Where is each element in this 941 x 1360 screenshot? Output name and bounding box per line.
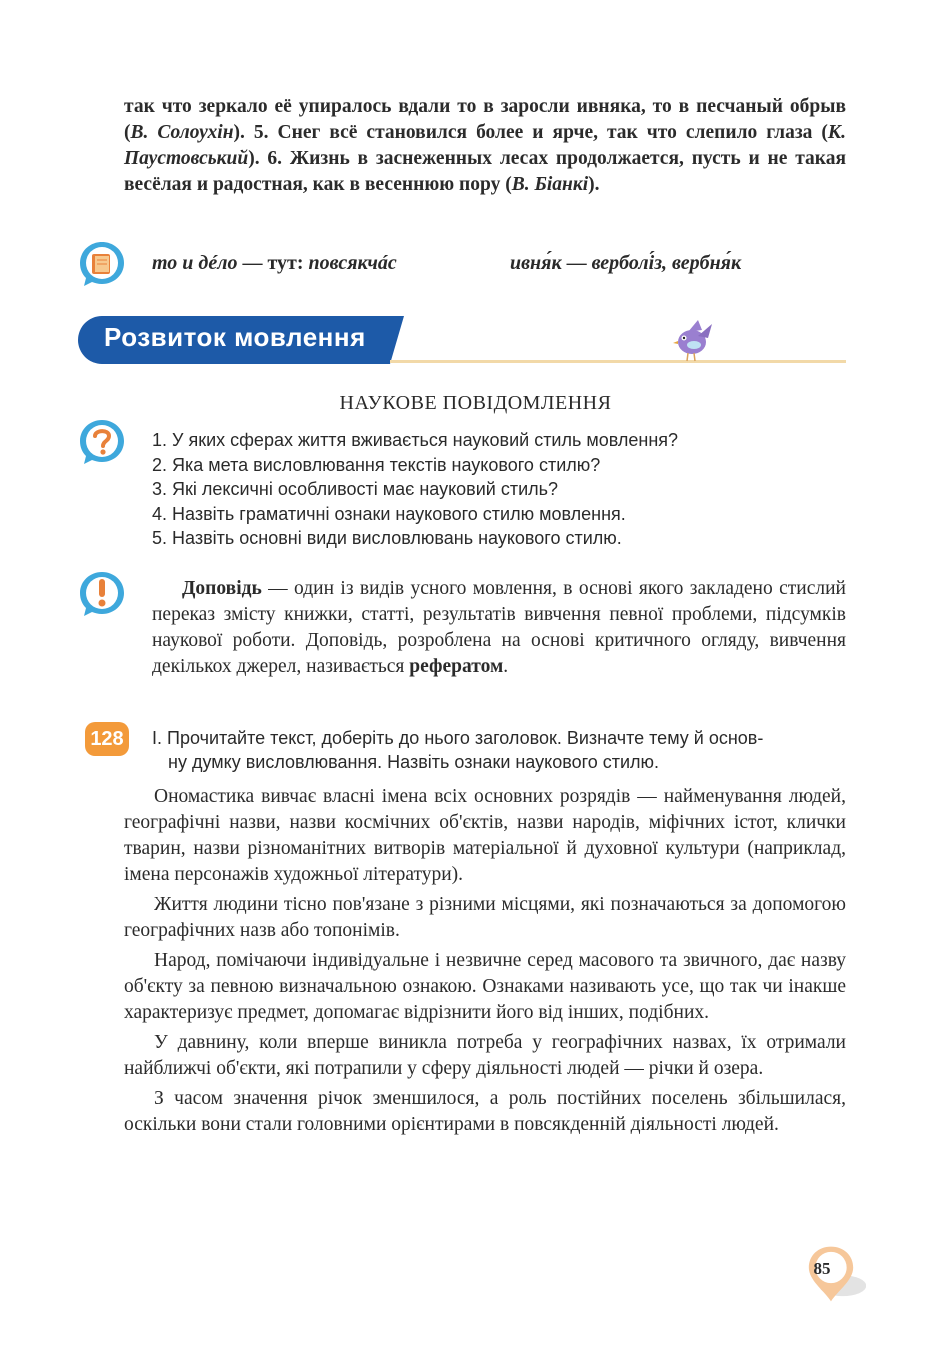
topic-title: НАУКОВЕ ПОВІДОМЛЕННЯ [339,392,612,414]
page-number: 85 [813,1259,831,1278]
text-paragraph: Життя людини тісно пов'язане з різними місцями, які позначаються за допомогою географічних назв або топонімів. [124,894,846,941]
author-name: В. Солоухін [130,122,234,143]
section-underline [390,360,846,363]
bird-icon [668,314,718,364]
text-line: так что зеркало её упиралось вдали то в заросли ивняка, то в [124,96,690,117]
list-item: 1. У яких сферах життя вживається науковий стиль мовлення? [152,430,679,450]
rule-definition [152,576,846,680]
text-line: весеннюю пору ( [364,174,512,195]
author-name: К. Паустовський [124,122,847,169]
vocab-term: то и дéло [152,252,238,274]
exercise-text [124,784,846,1138]
rule-text: — один із видів усного мовлення, в основі якого закладено стислий переказ змісту книжки, статті, результатів вивчення певної проблеми, підсумків наукової роботи. Доповідь, розроблена на основі критичного огляду, вивчення декількох джерел, називається [152,578,846,677]
list-item: 3. Які лексичні особливості має науковий стиль? [152,479,559,499]
text-line: лесах продолжается, пусть и не такая весёлая и радостная, как в [124,148,846,195]
text-paragraph: Ономастика вивчає власні імена всіх основних розрядів — найменування людей, географічні назви, назви космічних об'єктів, назви народів, міфічних істот, клички тварин, назви різноманітних витворів матеріальної й духовної культури (наприклад, імена персонажів художньої літератури). [124,786,846,885]
vocab-term: ивня́к [510,252,562,274]
list-item: 4. Назвіть граматичні ознаки наукового стилю мовлення. [152,503,626,524]
exercise-task [152,726,846,774]
rule-text: . [503,656,509,677]
vocab-separator: — [561,252,592,274]
questions-list [152,428,678,551]
text-paragraph: З часом значення річок зменшилося, а роль постійних поселень збільшилася, оскільки вони стали головними орієнтирами в повсякденній діяльності людей. [124,1088,846,1135]
text-paragraph: Народ, помічаючи індивідуальне і незвичне серед масового та звичного, дає назву об'єкту за певною визначальною ознакою. Ознаками називають усе, що так чи інакше характеризує предмет, допомагає відрізнити його від інших, подібних. [124,950,846,1023]
exercise-number-badge: 128 [85,722,129,756]
top-paragraph [124,94,846,198]
author-name: В. Біанкі [511,174,589,195]
book-bubble-icon [78,240,126,288]
rule-term: рефератом [409,656,504,677]
text-line: ). [588,174,600,195]
text-line: так что слепило глаза ( [606,122,828,143]
vocabulary-line [152,252,397,275]
task-line: І. Прочитайте текст, доберіть до нього заголовок. Визначте тему й основ- [152,728,764,748]
exclamation-bubble-icon [78,570,126,618]
text-paragraph: У давнину, коли вперше виникла потреба у географічних назвах, їх отримали найближчі об'єкти, які потрапили у сферу діяльності людей — річки й озера. [124,1032,846,1079]
list-item: 2. Яка мета висловлювання текстів наукового стилю? [152,454,601,475]
question-bubble-icon [78,418,126,466]
section-title: Розвиток мовлення [104,322,366,352]
list-item: 5. Назвіть основні види висловлювань наукового стилю. [152,528,622,548]
vocab-separator: — тут: [237,252,309,274]
vocabulary-line-2 [510,252,741,275]
vocab-definition: повсякчáс [308,252,397,274]
text-line: ). 5. Снег всё становился более и ярче, [233,122,598,143]
text-line: песчаный обрыв ( [124,96,847,143]
text-line: ). 6. Жизнь в заснеженных [248,148,493,169]
vocab-definition: верболі́з, вербня́к [591,252,742,274]
task-line: ну думку висловлювання. Назвіть ознаки наукового стилю. [168,752,660,772]
rule-term: Доповідь [182,578,262,599]
